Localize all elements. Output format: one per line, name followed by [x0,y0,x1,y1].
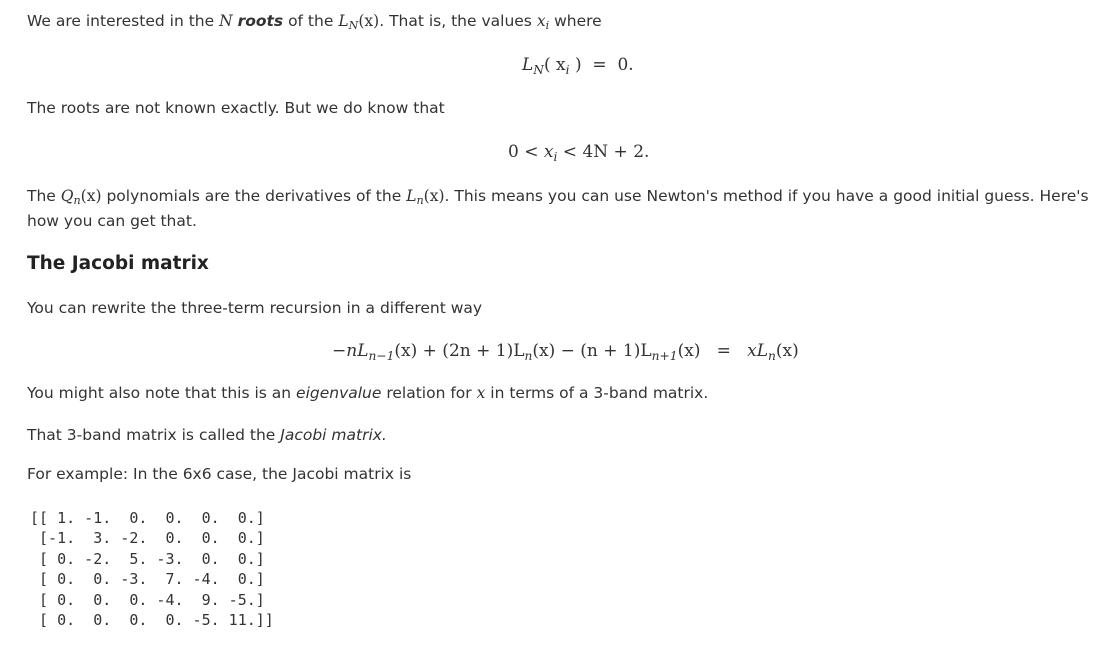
eigen-text: relation for [381,384,477,402]
math-x: x [476,384,486,402]
section-heading [27,253,209,274]
qn-text-line2: how you can get that. [27,212,197,230]
math-LN: $L_N(x)$ [338,12,380,33]
rewrite-paragraph: You can rewrite the three-term recursion in a different way [27,299,483,317]
intro-text: of the [283,12,339,30]
math-xi: $x_i$ [536,12,550,33]
matrix-output-block [30,508,274,630]
jacobi-emphasis: Jacobi matrix. [280,426,387,444]
eq1-arg: ( $x_i$ ) [544,55,582,77]
example-paragraph: For example: In the 6x6 case, the Jacobi matrix is [27,465,412,483]
matrix-output: [[ 1. -1. 0. 0. 0. 0.] [-1. 3. -2. 0. 0. 0.] [ 0. -2. 5. -3. 0. 0.] [ 0. 0. -3. 7. -4. 0.] [ 0. 0. 0. -4. 9. -5.] [ 0. 0. 0. 0. -5. 11.]] [30,509,274,630]
roots-emphasis: roots [237,12,284,30]
equation-roots: $L_N$( $x_i$ ) = 0. [522,55,634,77]
jacobi-heading: The Jacobi matrix [27,253,209,274]
intro-text: We are interested in the [27,12,220,30]
qn-text: . This means you can use Newton's method if you have a good initial guess. Here's [444,187,1089,205]
equation-bounds: $0 < x_i < 4N + 2$. [508,142,650,164]
math-N: N [219,12,233,30]
qn-text: The [27,187,61,205]
eigen-text: You might also note that this is an [27,384,297,402]
math-Ln: $L_n(x)$ [406,187,445,208]
intro-paragraph [27,12,602,33]
eigen-text: in terms of a 3-band matrix. [485,384,709,402]
jacobi-paragraph [27,426,387,444]
qn-paragraph [27,184,1089,234]
intro-text: . That is, the values [379,12,537,30]
intro-text: where [549,12,602,30]
eigen-paragraph [27,384,708,402]
roots-paragraph: The roots are not known exactly. But we do know that [27,99,445,117]
math-Qn: $Q_n(x)$ [60,187,102,208]
equation-recursion: $-nL_{n-1}(x) + (2n + 1)L_n(x) - (n + 1)L_{n+1}(x)$ = $xL_n(x)$ [332,341,799,363]
qn-text: polynomials are the derivatives of the [101,187,407,205]
eigenvalue-emphasis: eigenvalue [296,384,382,402]
jacobi-text: That 3-band matrix is called the [27,426,281,444]
